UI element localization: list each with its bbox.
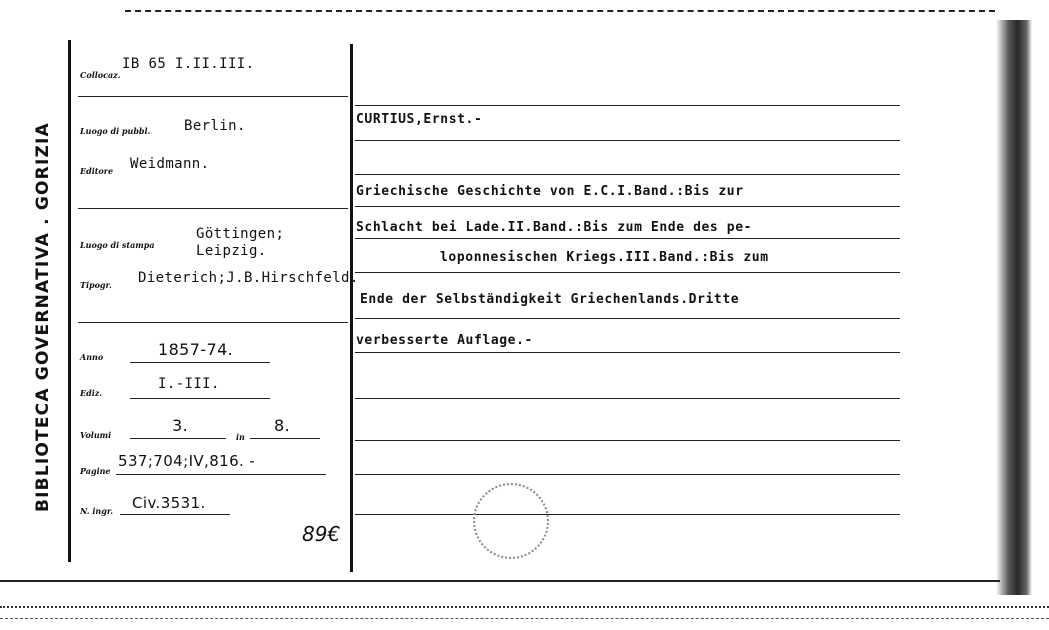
- rule: [355, 474, 900, 475]
- rule: [355, 318, 900, 319]
- volumi-in-value: 8.: [274, 416, 291, 435]
- n-ingr-value: Civ.3531.: [132, 494, 206, 512]
- rule: [130, 398, 270, 399]
- volumi-in-label: in: [236, 432, 245, 442]
- editore-value: Weidmann.: [130, 156, 210, 172]
- edizione-value: I.-III.: [158, 376, 220, 392]
- luogo-pubbl-value: Berlin.: [184, 118, 246, 134]
- rule: [355, 105, 900, 106]
- record-author: CURTIUS,Ernst.-: [356, 112, 483, 127]
- rule: [355, 514, 900, 515]
- rule: [355, 174, 900, 175]
- tipografo-value: Dieterich;J.B.Hirschfeld.: [138, 270, 359, 286]
- luogo-stampa-value-1: Göttingen;: [196, 226, 285, 242]
- luogo-stampa-value-2: Leipzig.: [196, 243, 267, 259]
- luogo-stampa-label: Luogo di stampa: [80, 240, 155, 250]
- anno-value: 1857-74.: [158, 340, 234, 359]
- edizione-label: Ediz.: [80, 388, 103, 398]
- scan-edge-bottom: [0, 606, 1049, 608]
- record-title-line: verbesserte Auflage.-: [356, 333, 533, 348]
- scan-edge-top: [125, 10, 995, 12]
- scan-edge-bottom-2: [0, 618, 1049, 619]
- volumi-label: Volumi: [80, 430, 112, 440]
- pagine-value: 537;704;IV,816. -: [118, 452, 256, 470]
- record-title-line: Griechische Geschichte von E.C.I.Band.:Bis zur: [356, 184, 744, 199]
- rule: [355, 398, 900, 399]
- rule: [130, 362, 270, 363]
- rule: [355, 352, 900, 353]
- collocazione-value: IB 65 I.II.III.: [122, 56, 255, 72]
- rule: [355, 440, 900, 441]
- shelf-note: 89€: [302, 522, 341, 546]
- library-stamp: BIBLIOTECA GOVERNATIVA . GORIZIA: [33, 122, 53, 512]
- scan-edge-right: [996, 20, 1032, 595]
- rule: [78, 96, 348, 97]
- rule: [78, 322, 348, 323]
- editore-label: Editore: [80, 166, 114, 176]
- center-rule: [350, 44, 353, 572]
- anno-label: Anno: [80, 352, 104, 362]
- luogo-pubbl-label: Luogo di pubbl.: [80, 126, 151, 136]
- rule: [355, 238, 900, 239]
- pagine-label: Pagine: [80, 466, 111, 476]
- tipografo-label: Tipogr.: [80, 280, 112, 290]
- rule: [250, 438, 320, 439]
- collocazione-label: Collocaz.: [80, 70, 121, 80]
- card-bottom-edge: [0, 580, 1000, 582]
- volumi-value: 3.: [172, 416, 189, 435]
- record-title-line: Ende der Selbständigkeit Griechenlands.Dritte: [360, 292, 740, 307]
- rule: [130, 438, 226, 439]
- rule: [355, 206, 900, 207]
- faded-stamp: [473, 483, 549, 559]
- rule: [120, 514, 230, 515]
- rule: [355, 272, 900, 273]
- rule: [78, 208, 348, 209]
- rule: [355, 140, 900, 141]
- n-ingr-label: N. ingr.: [80, 506, 114, 516]
- left-margin-rule: [68, 40, 71, 562]
- record-title-line: Schlacht bei Lade.II.Band.:Bis zum Ende des pe-: [356, 220, 753, 235]
- rule: [116, 474, 326, 475]
- record-title-line: loponnesischen Kriegs.III.Band.:Bis zum: [440, 250, 769, 265]
